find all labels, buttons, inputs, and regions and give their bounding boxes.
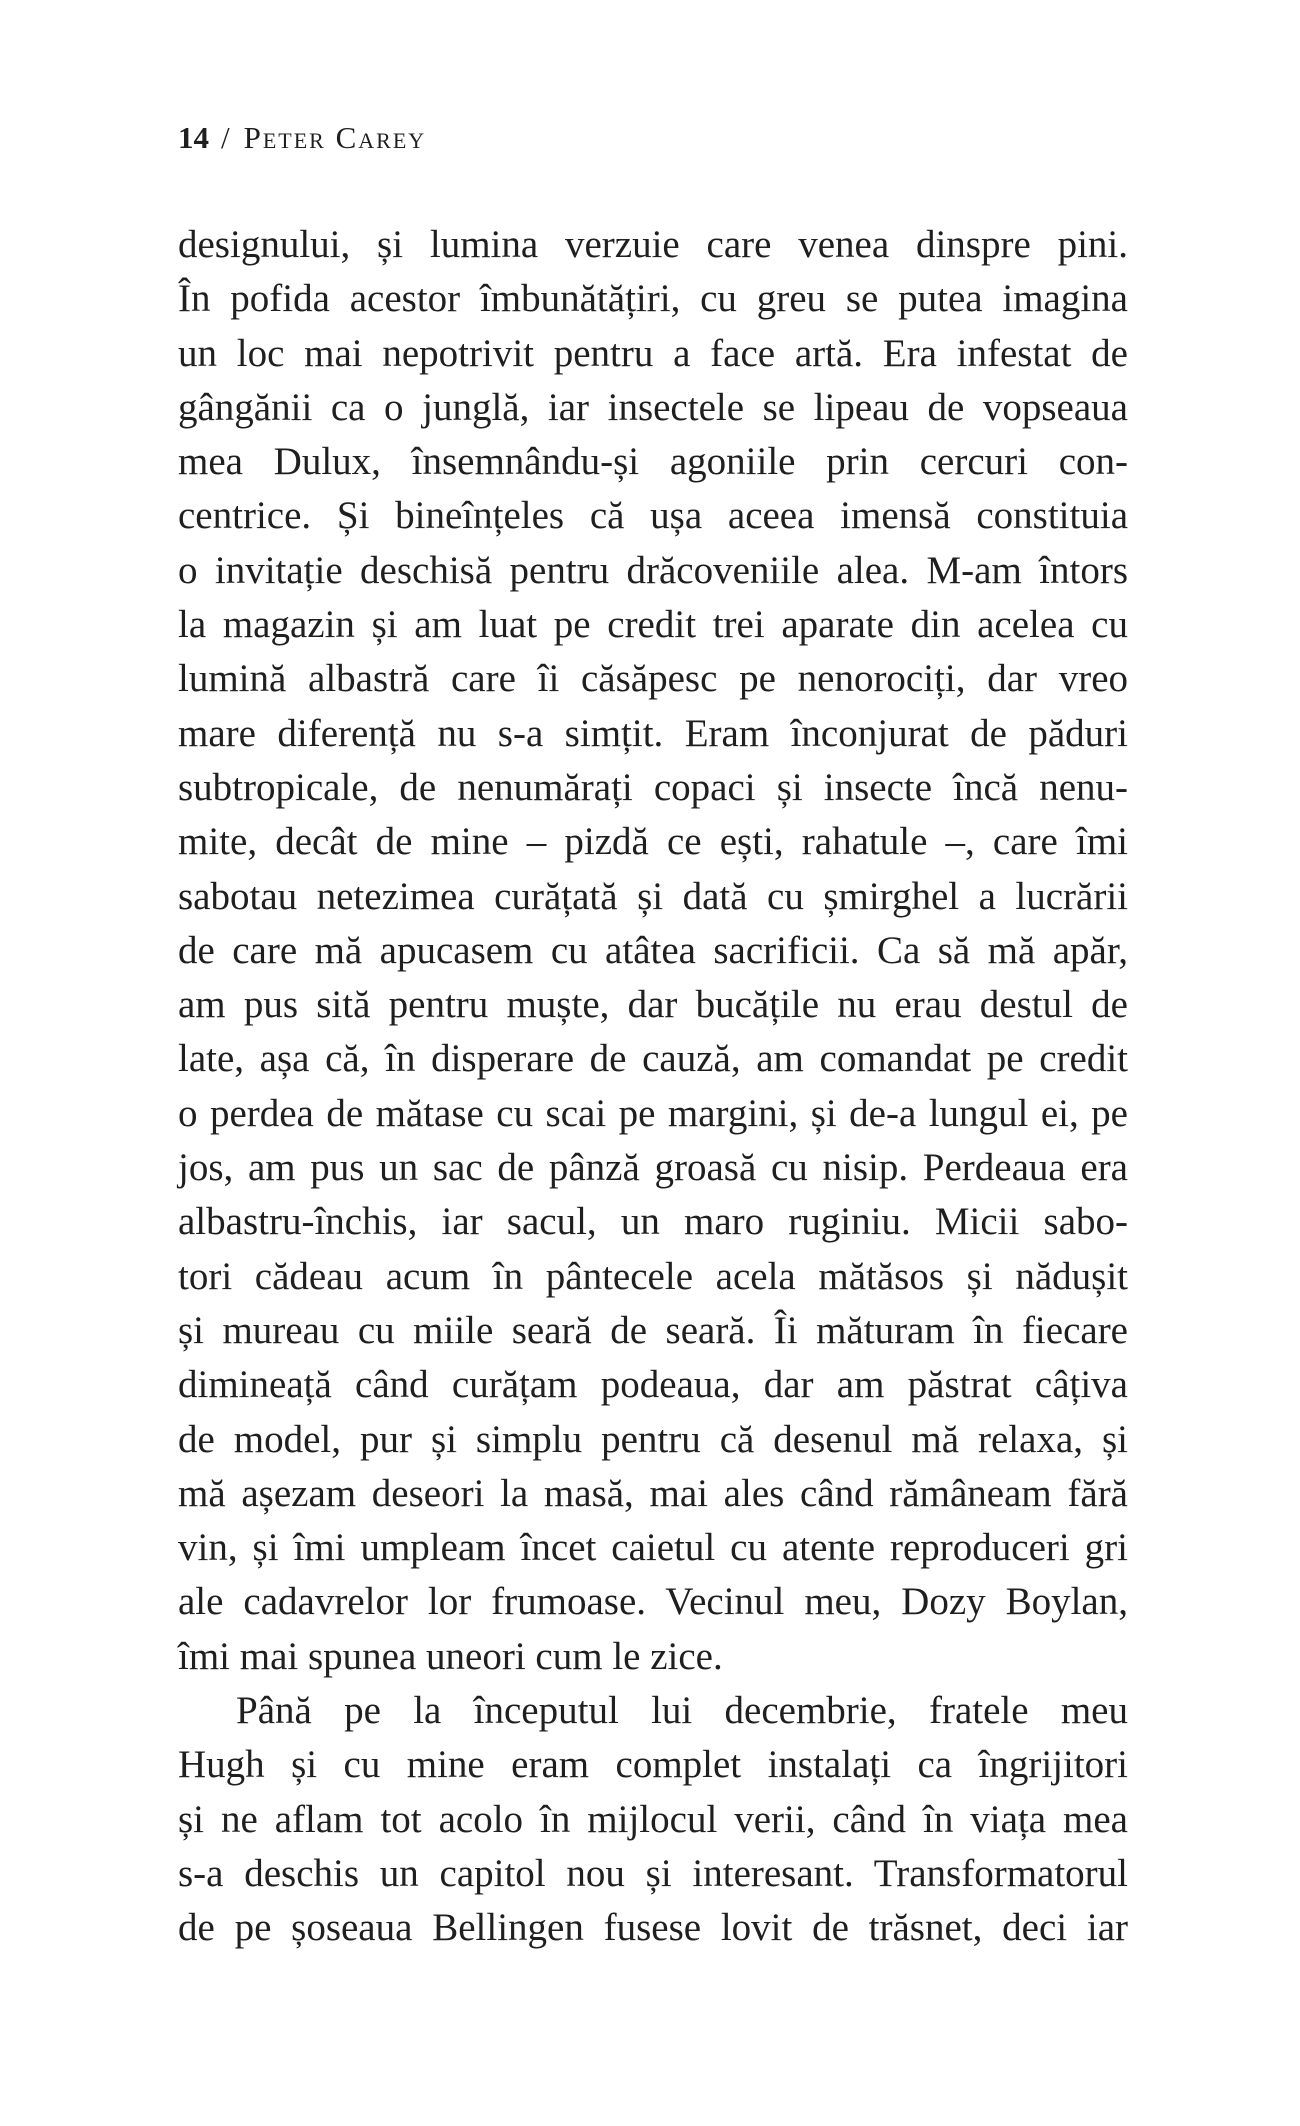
text-line: s-a deschis un capitol nou și interesant. Transformatorul [178,1851,1128,1895]
text-line: dimineață când curățam podeaua, dar am păstrat câțiva [178,1363,1128,1407]
text-line: de care mă apucasem cu atâtea sacrificii. Ca să mă apăr, [178,928,1128,972]
text-line: jos, am pus un sac de pânză groasă cu nisip. Perdeaua era [178,1146,1128,1190]
text-line: sabotau netezimea curățată și dată cu șmirghel a lucrării [178,874,1128,918]
text-line: la magazin și am luat pe credit trei aparate din acelea cu [178,603,1128,647]
text-line: lumină albastră care îi căsăpesc pe nenorociți, dar vreo [178,657,1128,701]
text-line: mea Dulux, însemnându-și agoniile prin cercuri con- [178,440,1128,484]
text-line: late, așa că, în disperare de cauză, am comandat pe credit [178,1037,1128,1081]
text-line: Hugh și cu mine eram complet instalați ca îngrijitori [178,1743,1128,1787]
text-line: de model, pur și simplu pentru că desenul mă relaxa, și [178,1417,1128,1461]
text-line: și mureau cu miile seară de seară. Îi măturam în fiecare [178,1308,1128,1352]
text-line: un loc mai nepotrivit pentru a face artă. Era infestat de [178,331,1128,375]
text-line: o invitație deschisă pentru drăcoveniile alea. M-am întors [178,548,1128,592]
text-line: subtropicale, de nenumărați copaci și insecte încă nenu- [178,765,1128,809]
text-line: mare diferență nu s-a simțit. Eram înconjurat de păduri [178,711,1128,755]
paragraph-end-line: îmi mai spunea uneori cum le zice. [178,1634,723,1678]
text-line: vin, și îmi umpleam încet caietul cu atente reproduceri gri [178,1526,1128,1570]
text-line: designului, și lumina verzuie care venea dinspre pini. [178,223,1128,266]
text-line: albastru-închis, iar sacul, un maro ruginiu. Micii sabo- [178,1200,1128,1244]
text-line: centrice. Și bineînțeles că ușa aceea imensă constituia [178,494,1128,538]
text-line: În pofida acestor îmbunătățiri, cu greu se putea imagina [178,277,1128,321]
text-line: mă așezam deseori la masă, mai ales când rămâneam fără [178,1471,1128,1515]
running-header [178,118,426,158]
text-line: tori cădeau acum în pântecele acela mătăsos și nădușit [178,1254,1128,1298]
text-line: gângănii ca o junglă, iar insectele se lipeau de vopseaua [178,385,1128,429]
text-line: am pus sită pentru muște, dar bucățile nu erau destul de [178,983,1128,1027]
paragraph-start-line: Până pe la începutul lui decembrie, fratele meu [236,1689,1128,1733]
text-line: de pe șoseaua Bellingen fusese lovit de trăsnet, deci iar [178,1906,1128,1950]
text-line: ale cadavrelor lor frumoase. Vecinul meu, Dozy Boylan, [178,1580,1128,1624]
text-line: și ne aflam tot acolo în mijlocul verii, când în viața mea [178,1797,1128,1841]
author-name: Peter Carey [243,120,427,155]
body-text [178,218,1128,1956]
page-number: 14 [178,120,209,155]
header-separator: / [221,120,232,155]
text-line: o perdea de mătase cu scai pe margini, și de-a lungul ei, pe [178,1091,1128,1135]
text-line: mite, decât de mine – pizdă ce ești, rahatule –, care îmi [178,820,1128,864]
